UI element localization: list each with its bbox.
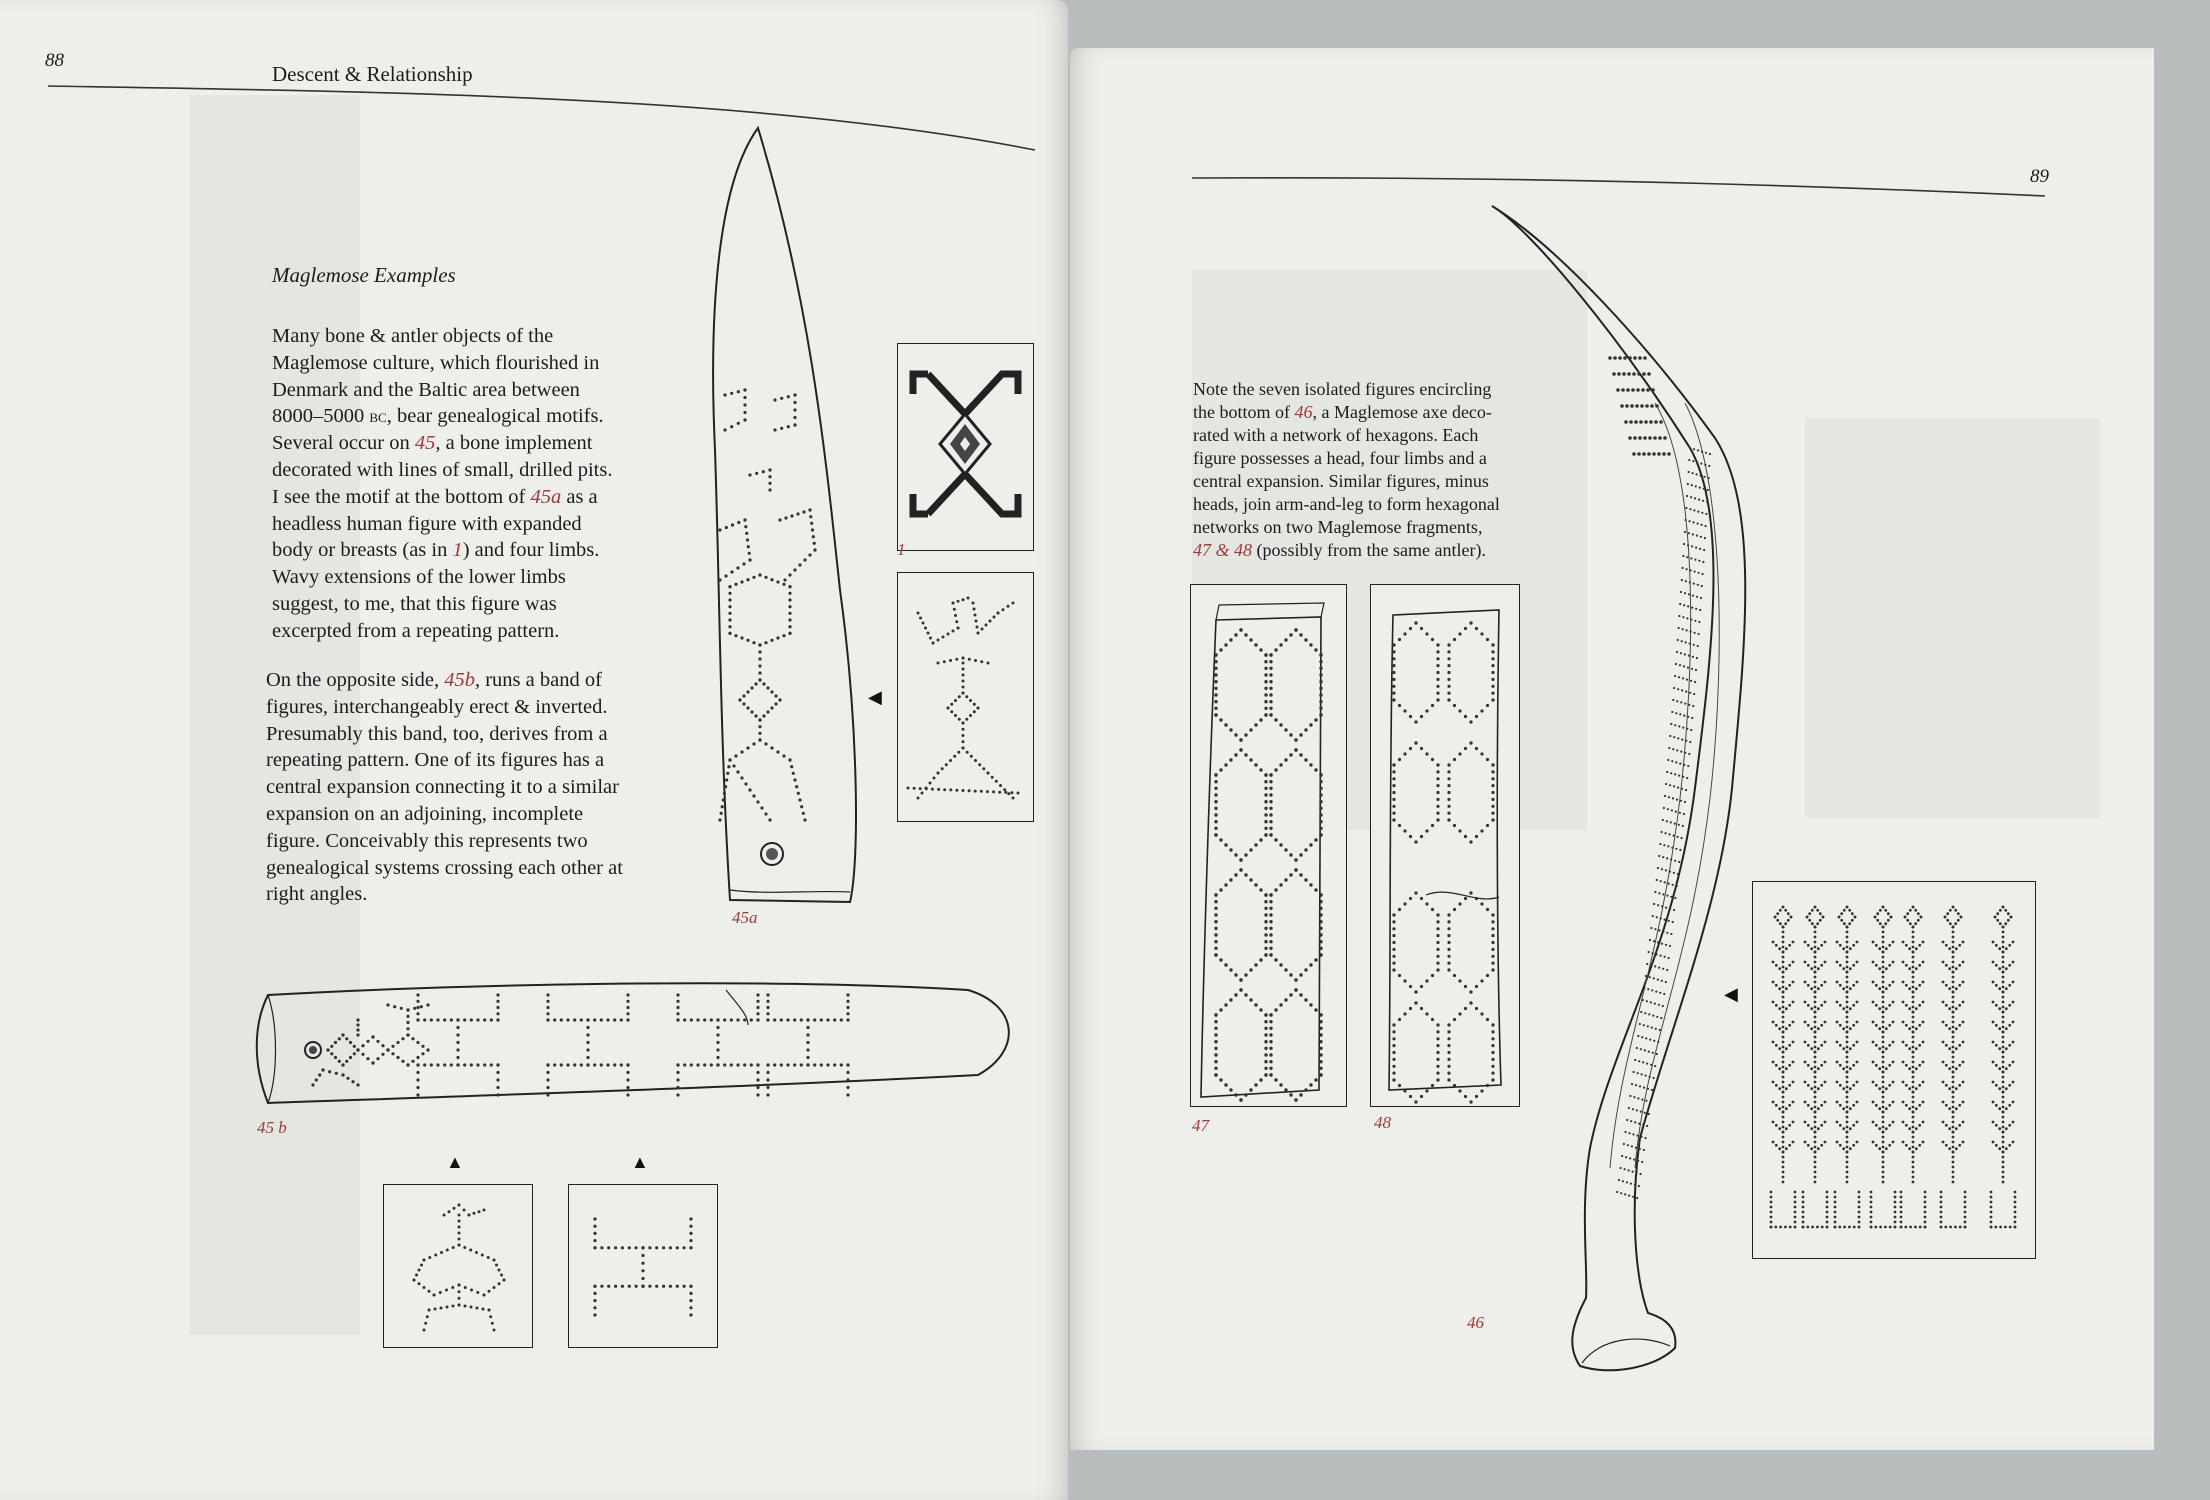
figure-ref-47-48: 47 & 48 <box>1193 540 1253 560</box>
figure-1-motif <box>898 344 1033 550</box>
p1-line: decorated with lines of small, drilled pits. <box>272 458 613 481</box>
left-page <box>0 0 1068 1500</box>
p2-line: figures, interchangeably erect & inverted. <box>266 695 608 718</box>
figure-45a-detail-panel <box>897 572 1034 822</box>
p1-line: Wavy extensions of the lower limbs <box>272 566 566 589</box>
caption-line: networks on two Maglemose fragments, <box>1193 517 1483 537</box>
figure-45b-detail-panel-2 <box>568 1184 718 1348</box>
p1-line: I see the motif at the bottom of 45a as a <box>272 485 598 508</box>
figure-ref-45a: 45a <box>530 485 562 508</box>
p2-line: expansion on an adjoining, incomplete <box>266 802 584 825</box>
caption-line: heads, join arm-and-leg to form hexagonal <box>1193 494 1500 514</box>
pointer-arrow-up-1: ▲ <box>446 1152 464 1172</box>
drilled-pit-band <box>311 993 849 1096</box>
figure-47-panel <box>1190 584 1347 1107</box>
caption-line: rated with a network of hexagons. Each <box>1193 425 1479 445</box>
p2-line: On the opposite side, 45b, runs a band of <box>266 669 602 691</box>
figure-45a-detail-motif <box>898 573 1033 821</box>
figure-label-47: 47 <box>1192 1116 1209 1135</box>
p1-line: Many bone & antler objects of the <box>272 325 554 347</box>
figure-label-48: 48 <box>1374 1113 1391 1132</box>
figure-45a-bone-implement <box>700 120 880 920</box>
paragraph-1 <box>272 323 692 645</box>
figure-45b-detail-motif-2 <box>569 1185 717 1347</box>
figure-label-46: 46 <box>1467 1313 1484 1332</box>
figure-label-1: 1 <box>897 540 906 559</box>
figure-45b-detail-motif-1 <box>384 1185 532 1347</box>
p2-line: figure. Conceivably this represents two <box>266 829 588 852</box>
caption-line: Note the seven isolated figures encircling <box>1193 379 1492 399</box>
figure-label-45a: 45a <box>732 908 758 927</box>
figure-46-seven-figures <box>1753 882 2035 1258</box>
section-heading: Maglemose Examples <box>272 263 456 287</box>
drilled-pit-pattern <box>718 388 816 821</box>
header-rule-left <box>0 0 1068 200</box>
p1-line: Maglemose culture, which flourished in <box>272 351 600 374</box>
figure-45b-detail-panel-1 <box>383 1184 533 1348</box>
pointer-arrow-left: ◀ <box>868 687 882 707</box>
p2-line: right angles. <box>266 883 368 906</box>
figure-label-45b: 45 b <box>257 1118 287 1137</box>
p1-line: excerpted from a repeating pattern. <box>272 619 560 642</box>
right-page <box>1070 48 2154 1450</box>
p1-line: suggest, to me, that this figure was <box>272 592 557 615</box>
figure-1-panel <box>897 343 1034 551</box>
figure-ref-45: 45 <box>414 432 436 455</box>
figure-47-fragment <box>1191 585 1346 1106</box>
figure-45b-bone-implement <box>248 965 1028 1115</box>
p1-line: body or breasts (as in 1) and four limbs. <box>272 539 600 562</box>
figure-ref-45b: 45b <box>444 669 475 691</box>
caption-line: figure possesses a head, four limbs and a <box>1193 448 1487 468</box>
p2-line: central expansion connecting it to a similar <box>266 776 619 799</box>
p1-line: Several occur on 45, a bone implement <box>272 432 593 455</box>
figure-ref-46: 46 <box>1294 402 1313 422</box>
figure-ref-1: 1 <box>452 539 463 562</box>
running-head-left: Descent & Relationship <box>272 62 473 86</box>
pointer-arrow-up-2: ▲ <box>631 1152 649 1172</box>
caption-line: central expansion. Similar figures, minus <box>1193 471 1489 491</box>
p2-line: repeating pattern. One of its figures has a <box>266 749 605 772</box>
caption-line: 47 & 48 (possibly from the same antler). <box>1193 540 1486 560</box>
p1-line: Denmark and the Baltic area between <box>272 378 580 401</box>
p1-line: 8000–5000 bc, bear genealogical motifs. <box>272 405 604 428</box>
page-number-right: 89 <box>2030 166 2049 187</box>
paragraph-2 <box>266 667 696 908</box>
page-number-left: 88 <box>45 50 64 71</box>
caption-line: the bottom of 46, a Maglemose axe deco- <box>1193 402 1492 422</box>
p2-line: genealogical systems crossing each other at <box>266 856 623 879</box>
p1-line: headless human figure with expanded <box>272 512 582 535</box>
pointer-arrow-left-right: ◀ <box>1724 984 1738 1004</box>
p2-line: Presumably this band, too, derives from a <box>266 722 608 745</box>
figure-46-detail-panel <box>1752 881 2036 1259</box>
